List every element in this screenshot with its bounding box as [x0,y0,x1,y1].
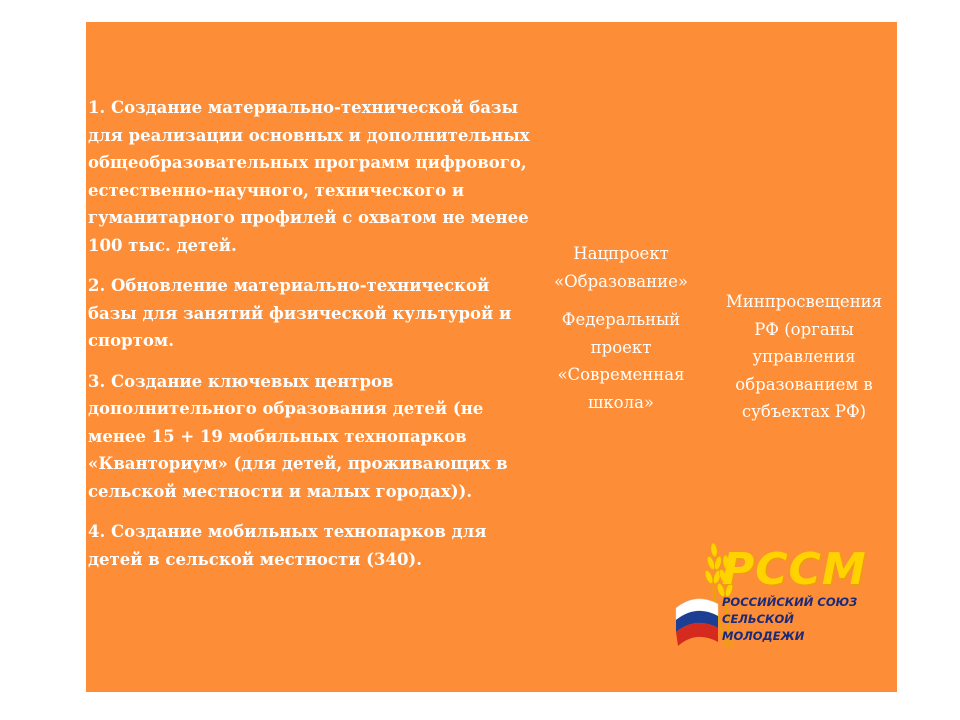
federal-project-label: Федеральный проект «Современная школа» [557,310,685,412]
logo-caption [722,594,862,645]
responsible-column [714,288,894,426]
measure-item-3: 3. Создание ключевых центров дополнительного образования детей (не менее 15 + 19 мобильных технопарков «Кванториум» (для детей, проживающих в сельской местности и малых городах)). [88,371,508,501]
logo-caption-line-2: СЕЛЬСКОЙ МОЛОДЕЖИ [722,612,805,643]
project-column [546,240,696,427]
national-project-label: Нацпроект «Образование» [554,244,688,291]
responsible-label: Минпросвещения РФ (органы управления образованием в субъектах РФ) [725,292,883,421]
logo-caption-line-1: РОССИЙСКИЙ СОЮЗ [722,595,858,609]
logo-brand-text: РССМ [722,544,867,595]
measure-item-4: 4. Создание мобильных технопарков для детей в сельской местности (340). [88,522,487,569]
measure-item-2: 2. Обновление материально-технической базы для занятий физической культурой и спортом. [88,276,512,350]
content-panel [86,22,897,692]
rssm-logo [666,530,866,690]
measures-column [88,94,538,586]
measure-item-1: 1. Создание материально-технической базы для реализации основных и дополнительных общеобразовательных программ цифрового, естественно-научного, технического и гуманитарного профилей с охватом не менее 100 тыс. детей. [88,98,530,255]
